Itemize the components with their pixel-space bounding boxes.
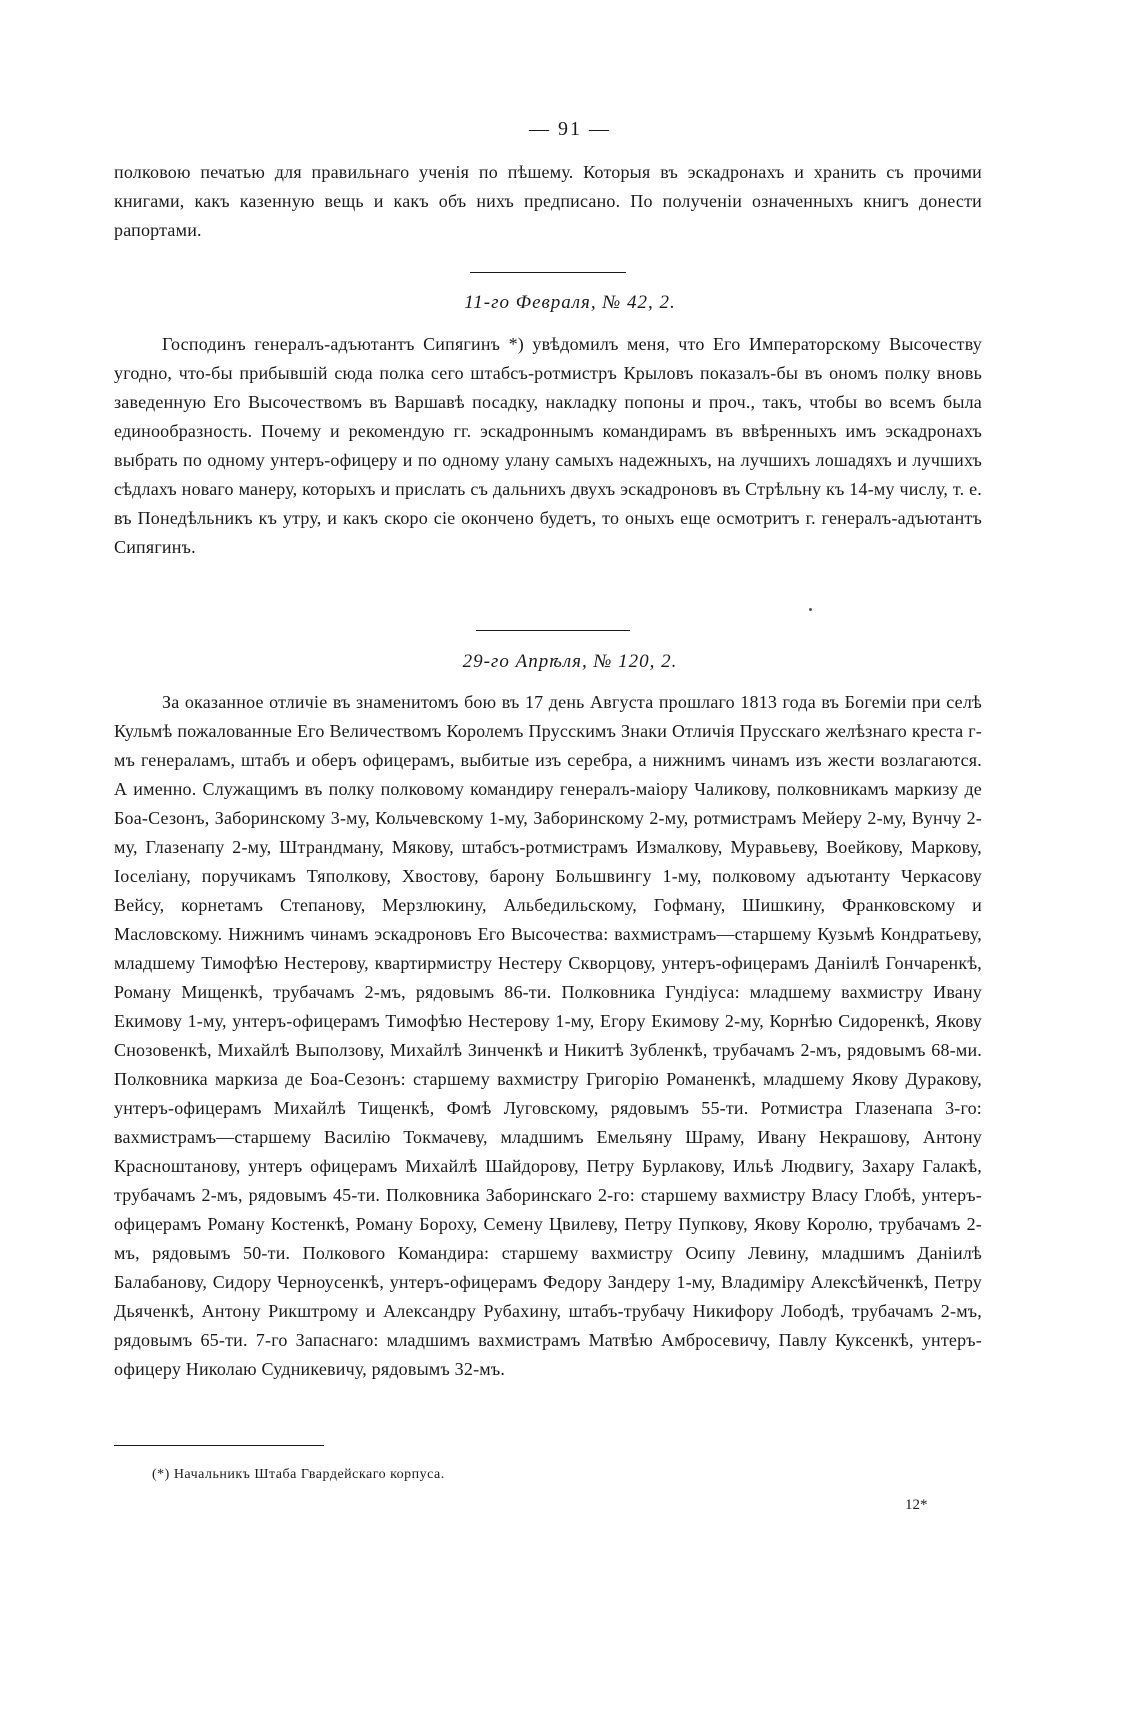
order2-heading: 29-го Апрѣля, № 120, 2. bbox=[462, 651, 678, 672]
intro-paragraph: полковою печатью для правильнаго ученія по пѣшему. Которыя въ эскадронахъ и хранить съ прочими книгами, какъ казенную вещь и какъ объ нихъ предписано. По полученіи означенныхъ книгъ донести рапортами. bbox=[114, 162, 982, 240]
footnote: (*) Начальникъ Штаба Гвардейскаго корпуса. bbox=[152, 1467, 445, 1482]
signature-mark: 12* bbox=[905, 1497, 928, 1513]
stray-mark bbox=[809, 608, 812, 611]
order2-paragraph: За оказанное отличіе въ знаменитомъ бою въ 17 день Августа прошлаго 1813 года въ Богеміи при селѣ Кульмѣ пожалованные Его Величествомъ Королемъ Прусскимъ Знаки Отличія Прусскаго желѣзнаго креста г-мъ генераламъ, штабъ и оберъ офицерамъ, выбитые изъ серебра, а нижнимъ чинамъ изъ жести возлагаются. А именно. Служащимъ въ полку полковому командиру генералъ-маіору Чаликову, полковникамъ маркизу де Боа-Сезонъ, Заборинскому 3-му, Кольчевскому 1-му, Заборинскому 2-му, ротмистрамъ Мейеру 2-му, Вунчу 2-му, Глазенапу 2-му, Штрандману, Мякову, штабсъ-ротмистрамъ Измалкову, Муравьеву, Воейкову, Маркову, Іоселіану, поручикамъ Тяполкову, Хвостову, барону Большвингу 1-му, полковому адъютанту Черкасову Вейсу, корнетамъ Степанову, Мерзлюкину, Альбедильскому, Гофману, Шишкину, Франковскому и Масловскому. Нижнимъ чинамъ эскадроновъ Его Высочества: вахмистрамъ—старшему Кузьмѣ Кондратьеву, младшему Тимофѣю Нестерову, квартирмистру Нестеру Скворцову, унтеръ-офицерамъ Даніилѣ Гончаренкѣ, Роману Мищенкѣ, трубачамъ 2-мъ, рядовымъ 86-ти. Полковника Гундіуса: младшему вахмистру Ивану Екимову 1-му, унтеръ-офицерамъ Тимофѣю Нестерову 1-му, Егору Екимову 2-му, Корнѣю Сидоренкѣ, Якову Снозовенкѣ, Михайлѣ Выползову, Михайлѣ Зинченкѣ и Никитѣ Зубленкѣ, трубачамъ 2-мъ, рядовымъ 68-ми. Полковника маркиза де Боа-Сезонъ: старшему вахмистру Григорію Романенкѣ, младшему Якову Дуракову, унтеръ-офицерамъ Михайлѣ Тищенкѣ, Фомѣ Луговскому, рядовымъ 55-ти. Ротмистра Глазенапа 3-го: вахмистрамъ—старшему Василію Токмачеву, младшимъ Емельяну Шраму, Ивану Некрашову, Антону Красноштанову, унтеръ офицерамъ Михайлѣ Шайдорову, Петру Бурлакову, Ильѣ Людвигу, Захару Галакѣ, трубачамъ 2-мъ, рядовымъ 45-ти. Полковника Заборинскаго 2-го: старшему вахмистру Власу Глобѣ, унтеръ-офицерамъ Роману Костенкѣ, Роману Бороху, Семену Цвилеву, Петру Пупкову, Якову Королю, трубачамъ 2-мъ, рядовымъ 50-ти. Полкового Командира: старшему вахмистру Осипу Левину, младшимъ Даніилѣ Балабанову, Сидору Черноусенкѣ, унтеръ-офицерамъ Федору Зандеру 1-му, Владиміру Алексѣйченкѣ, Петру Дьяченкѣ, Антону Рикштрому и Александру Рубахину, штабъ-трубачу Никифору Лободѣ, трубачамъ 2-мъ, рядовымъ 65-ти. 7-го Запаснаго: младшимъ вахмистрамъ Матвѣю Амбросевичу, Павлу Куксенкѣ, унтеръ-офицеру Николаю Судникевичу, рядовымъ 32-мъ. bbox=[114, 692, 982, 1379]
order1-paragraph: Господинъ генералъ-адъютантъ Сипягинъ *) увѣдомилъ меня, что Его Императорскому Высочеству угодно, что-бы прибывшій сюда полка сего штабсъ-ротмистръ Крыловъ показалъ-бы въ ономъ полку вновь заведенную Его Высочествомъ въ Варшавѣ посадку, накладку попоны и проч., такъ, чтобы во всемъ была единообразность. Почему и рекомендую гг. эскадроннымъ командирамъ въ ввѣренныхъ имъ эскадронахъ выбрать по одному унтеръ-офицеру и по одному улану самыхъ надежныхъ, на лучшихъ лошадяхъ и лучшихъ сѣдлахъ новаго манеру, которыхъ и прислать съ дальнихъ двухъ эскадроновъ въ Стрѣльну къ 14-му числу, т. е. въ Понедѣльникъ къ утру, и какъ скоро сіе окончено будетъ, то оныхъ еще осмотритъ г. генералъ-адъютантъ Сипягинъ. bbox=[114, 334, 982, 557]
order1-heading: 11-го Февраля, № 42, 2. bbox=[464, 292, 676, 313]
section-divider bbox=[470, 272, 626, 273]
section-divider bbox=[476, 630, 630, 631]
page-number: — 91 — bbox=[529, 118, 611, 140]
footnote-divider bbox=[114, 1445, 324, 1446]
